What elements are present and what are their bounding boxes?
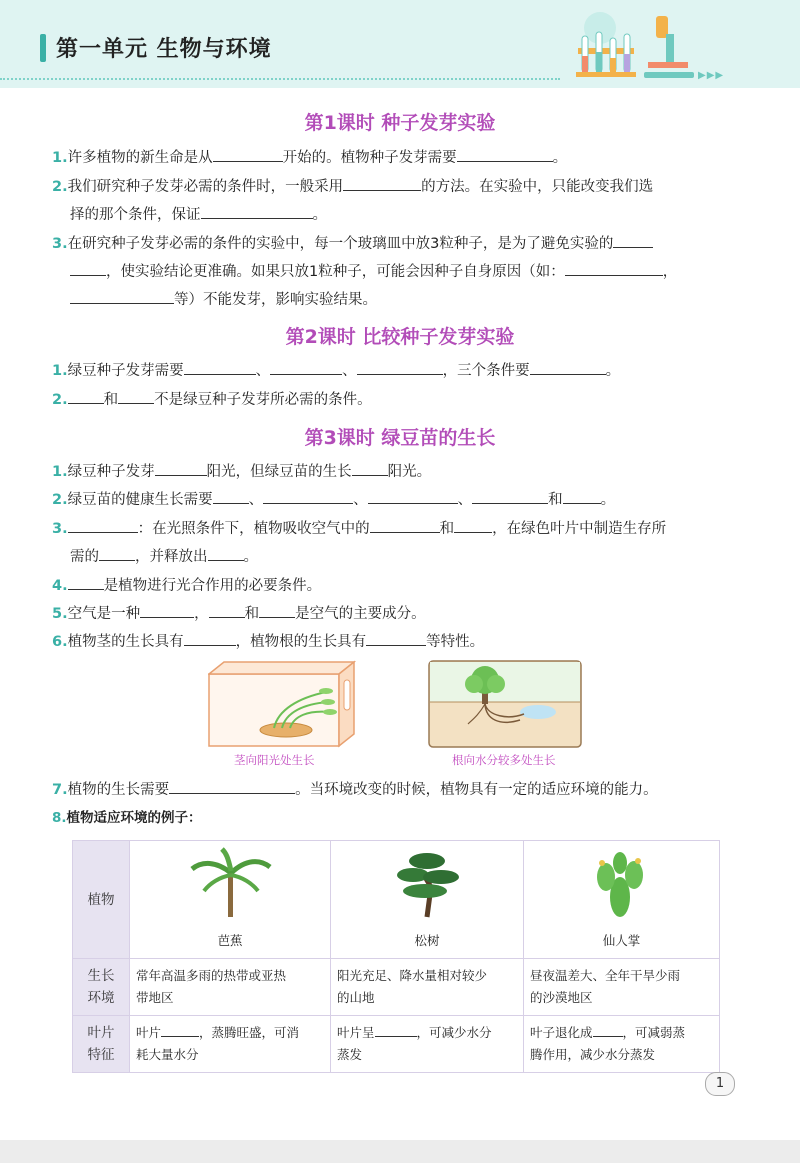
question-text: 。 (552, 150, 568, 166)
question-text: ：在光照条件下，植物吸收空气中的 (137, 521, 370, 537)
question-text: 空气是一种 (67, 606, 141, 622)
header-accent-bar (40, 34, 46, 62)
answer-blank[interactable] (99, 545, 135, 561)
row-header-line: 特征 (87, 1047, 115, 1063)
question-text: 。 (600, 492, 616, 508)
plant-cell-pine (331, 841, 524, 959)
question-text: 绿豆种子发芽需要 (67, 363, 184, 379)
answer-blank[interactable] (370, 517, 440, 533)
l2-question-1 (52, 359, 620, 381)
question-text: ，使实验结论更准确。如果只放1粒种子，可能会因种子自身原因（如： (106, 264, 565, 280)
question-text: 我们研究种子发芽必需的条件时，一般采用 (67, 179, 344, 195)
answer-blank[interactable] (201, 203, 313, 219)
question-text: ，植物根的生长具有 (235, 634, 367, 650)
cell-text: 带地区 (136, 990, 174, 1005)
lab-equipment-icon (570, 8, 710, 84)
phototropism-illustration (208, 660, 358, 750)
cell-text: 叶子退化成 (530, 1025, 593, 1040)
l3-question-8 (52, 808, 202, 828)
l3-question-4 (52, 574, 321, 596)
answer-blank[interactable] (472, 488, 548, 504)
row-header-line: 叶片 (87, 1025, 115, 1041)
cactus-icon (530, 847, 710, 921)
question-text: 是空气的主要成分。 (295, 606, 426, 622)
cell-text: ，可减少水分 (416, 1025, 492, 1040)
answer-blank[interactable] (209, 602, 245, 618)
cell-text: 腾作用，减少水分蒸发 (530, 1047, 656, 1062)
question-number: 3. (52, 236, 68, 252)
answer-blank[interactable] (366, 630, 426, 646)
answer-blank[interactable] (357, 359, 443, 375)
plant-cell-banana (130, 841, 331, 959)
question-number: 4. (52, 578, 68, 594)
answer-blank[interactable] (259, 602, 295, 618)
plant-name-pine: 松树 (414, 933, 440, 948)
cell-text: 阳光充足、降水量相对较少 (337, 968, 488, 983)
env-cell-cactus (524, 959, 720, 1016)
question-text: 择的那个条件，保证 (70, 207, 201, 223)
answer-blank[interactable] (270, 359, 342, 375)
answer-blank[interactable] (454, 517, 492, 533)
question-text: 开始的。植物种子发芽需要 (282, 150, 457, 166)
lesson-2-title: 第2课时 比较种子发芽实验 (285, 326, 515, 348)
l3-question-3 (52, 517, 666, 539)
question-text: 和 (439, 521, 455, 537)
answer-blank[interactable] (68, 517, 138, 533)
question-text: ，在绿色叶片中制造生存所 (492, 521, 667, 537)
figure-2-caption: 根向水分较多处生长 (452, 753, 556, 767)
cell-text: ，可减弱蒸 (622, 1025, 686, 1040)
question-number: 2. (52, 179, 68, 195)
plant-name-cactus: 仙人掌 (602, 933, 641, 948)
table-row-plants (73, 841, 720, 959)
row-header-line: 生长 (87, 968, 115, 984)
answer-blank[interactable] (565, 260, 663, 276)
unit-header (0, 0, 800, 88)
answer-blank[interactable] (70, 260, 106, 276)
l3-question-1 (52, 460, 431, 482)
cell-text: 叶片 (136, 1025, 162, 1040)
answer-blank[interactable] (161, 1023, 199, 1037)
figure-1-caption: 茎向阳光处生长 (234, 753, 315, 767)
answer-blank[interactable] (169, 778, 295, 794)
row-header-environment (73, 959, 130, 1016)
l1-question-3-cont (70, 260, 677, 282)
cell-text: 的沙漠地区 (530, 990, 593, 1005)
l3-question-3-cont (70, 545, 258, 567)
question-text: 绿豆苗的健康生长需要 (67, 492, 213, 508)
answer-blank[interactable] (368, 488, 458, 504)
question-text: 是植物进行光合作用的必要条件。 (103, 578, 322, 594)
cell-text: 的山地 (337, 990, 375, 1005)
answer-blank[interactable] (352, 460, 388, 476)
question-text: ， (662, 264, 678, 280)
cell-text: 常年高温多雨的热带或亚热 (136, 968, 287, 983)
answer-blank[interactable] (70, 288, 174, 304)
separator: 、 (342, 363, 357, 379)
hydrotropism-illustration (428, 660, 584, 750)
pine-tree-icon (337, 847, 517, 921)
answer-blank[interactable] (140, 602, 194, 618)
table-row-environment (73, 959, 720, 1016)
question-text: 和 (548, 492, 563, 508)
separator: 、 (248, 492, 264, 508)
question-text: ，并释放出 (135, 549, 208, 565)
cell-text: 昼夜温差大、全年干旱少雨 (530, 968, 681, 983)
answer-blank[interactable] (593, 1023, 623, 1037)
banana-tree-icon (136, 847, 324, 921)
question-number: 6. (52, 634, 68, 650)
leaf-cell-cactus (524, 1016, 720, 1073)
separator: 、 (457, 492, 473, 508)
question-number: 1. (52, 363, 68, 379)
cell-text: 蒸发 (337, 1047, 363, 1062)
question-text: 等）不能发芽，影响实验结果。 (174, 292, 377, 308)
lesson-1-title: 第1课时 种子发芽实验 (304, 112, 496, 134)
header-dotted-line (0, 78, 560, 80)
question-text: 植物的生长需要 (67, 782, 170, 798)
l3-question-6 (52, 630, 484, 652)
question-text: 不是绿豆种子发芽所必需的条件。 (154, 392, 372, 408)
question-number: 2. (52, 492, 68, 508)
answer-blank[interactable] (530, 359, 606, 375)
answer-blank[interactable] (213, 488, 249, 504)
row-header-line: 环境 (87, 990, 115, 1006)
question-number: 1. (52, 150, 68, 166)
cell-text: ，蒸腾旺盛，可消 (199, 1025, 300, 1040)
question-number: 3. (52, 521, 68, 537)
env-cell-banana (130, 959, 331, 1016)
l3-question-5 (52, 602, 426, 624)
question-text: 需的 (70, 549, 99, 565)
question-text: 阳光，但绿豆苗的生长 (206, 464, 352, 480)
answer-blank[interactable] (457, 146, 553, 162)
question-number: 7. (52, 782, 68, 798)
question-text: 植物适应环境的例子： (66, 810, 202, 826)
question-text: 和 (244, 606, 260, 622)
row-header-plant: 植物 (73, 841, 130, 959)
separator: 、 (353, 492, 368, 508)
row-header-leaf (73, 1016, 130, 1073)
l3-question-2 (52, 488, 615, 510)
answer-blank[interactable] (68, 574, 104, 590)
question-text: 等特性。 (426, 634, 485, 650)
page-footer-bar (0, 1140, 800, 1163)
l2-question-2 (52, 388, 372, 410)
question-text: 。 (605, 363, 621, 379)
answer-blank[interactable] (208, 545, 244, 561)
question-text: 和 (103, 392, 119, 408)
l1-question-3 (52, 232, 653, 254)
arrows-icon: ▶▶▶ (698, 70, 725, 81)
l1-question-2 (52, 175, 653, 197)
answer-blank[interactable] (155, 460, 207, 476)
answer-blank[interactable] (184, 630, 236, 646)
answer-blank[interactable] (375, 1023, 417, 1037)
question-text: 。当环境改变的时候，植物具有一定的适应环境的能力。 (295, 782, 658, 798)
question-text: 。 (312, 207, 327, 223)
l1-question-1 (52, 146, 567, 168)
answer-blank[interactable] (213, 146, 283, 162)
cell-text: 叶片呈 (337, 1025, 375, 1040)
answer-blank[interactable] (68, 388, 104, 404)
env-cell-pine (331, 959, 524, 1016)
plant-cell-cactus (524, 841, 720, 959)
l1-question-3-cont2 (70, 288, 377, 310)
answer-blank[interactable] (118, 388, 154, 404)
question-text: 植物茎的生长具有 (67, 634, 184, 650)
question-text: 绿豆种子发芽 (67, 464, 155, 480)
l1-question-2-cont (70, 203, 327, 225)
unit-title: 第一单元 生物与环境 (56, 37, 272, 62)
question-text: ，三个条件要 (442, 363, 530, 379)
answer-blank[interactable] (184, 359, 256, 375)
question-number: 8. (52, 810, 67, 826)
cell-text: 耗大量水分 (136, 1047, 199, 1062)
leaf-cell-banana (130, 1016, 331, 1073)
question-number: 2. (52, 392, 68, 408)
answer-blank[interactable] (343, 175, 421, 191)
question-text: ， (194, 606, 209, 622)
plant-adaptation-table (72, 840, 720, 1073)
question-text: 的方法。在实验中，只能改变我们选 (421, 179, 654, 195)
table-row-leaf (73, 1016, 720, 1073)
question-text: 。 (243, 549, 258, 565)
answer-blank[interactable] (563, 488, 601, 504)
question-number: 1. (52, 464, 68, 480)
l3-question-7 (52, 778, 658, 800)
separator: 、 (255, 363, 271, 379)
page-number: 1 (705, 1072, 735, 1096)
question-text: 在研究种子发芽必需的条件的实验中，每一个玻璃皿中放3粒种子，是为了避免实验的 (67, 236, 614, 252)
plant-name-banana: 芭蕉 (217, 933, 243, 948)
question-text: 阳光。 (387, 464, 432, 480)
question-number: 5. (52, 606, 68, 622)
question-text: 许多植物的新生命是从 (67, 150, 213, 166)
answer-blank[interactable] (613, 232, 653, 248)
leaf-cell-pine (331, 1016, 524, 1073)
answer-blank[interactable] (263, 488, 353, 504)
lesson-3-title: 第3课时 绿豆苗的生长 (304, 427, 496, 449)
